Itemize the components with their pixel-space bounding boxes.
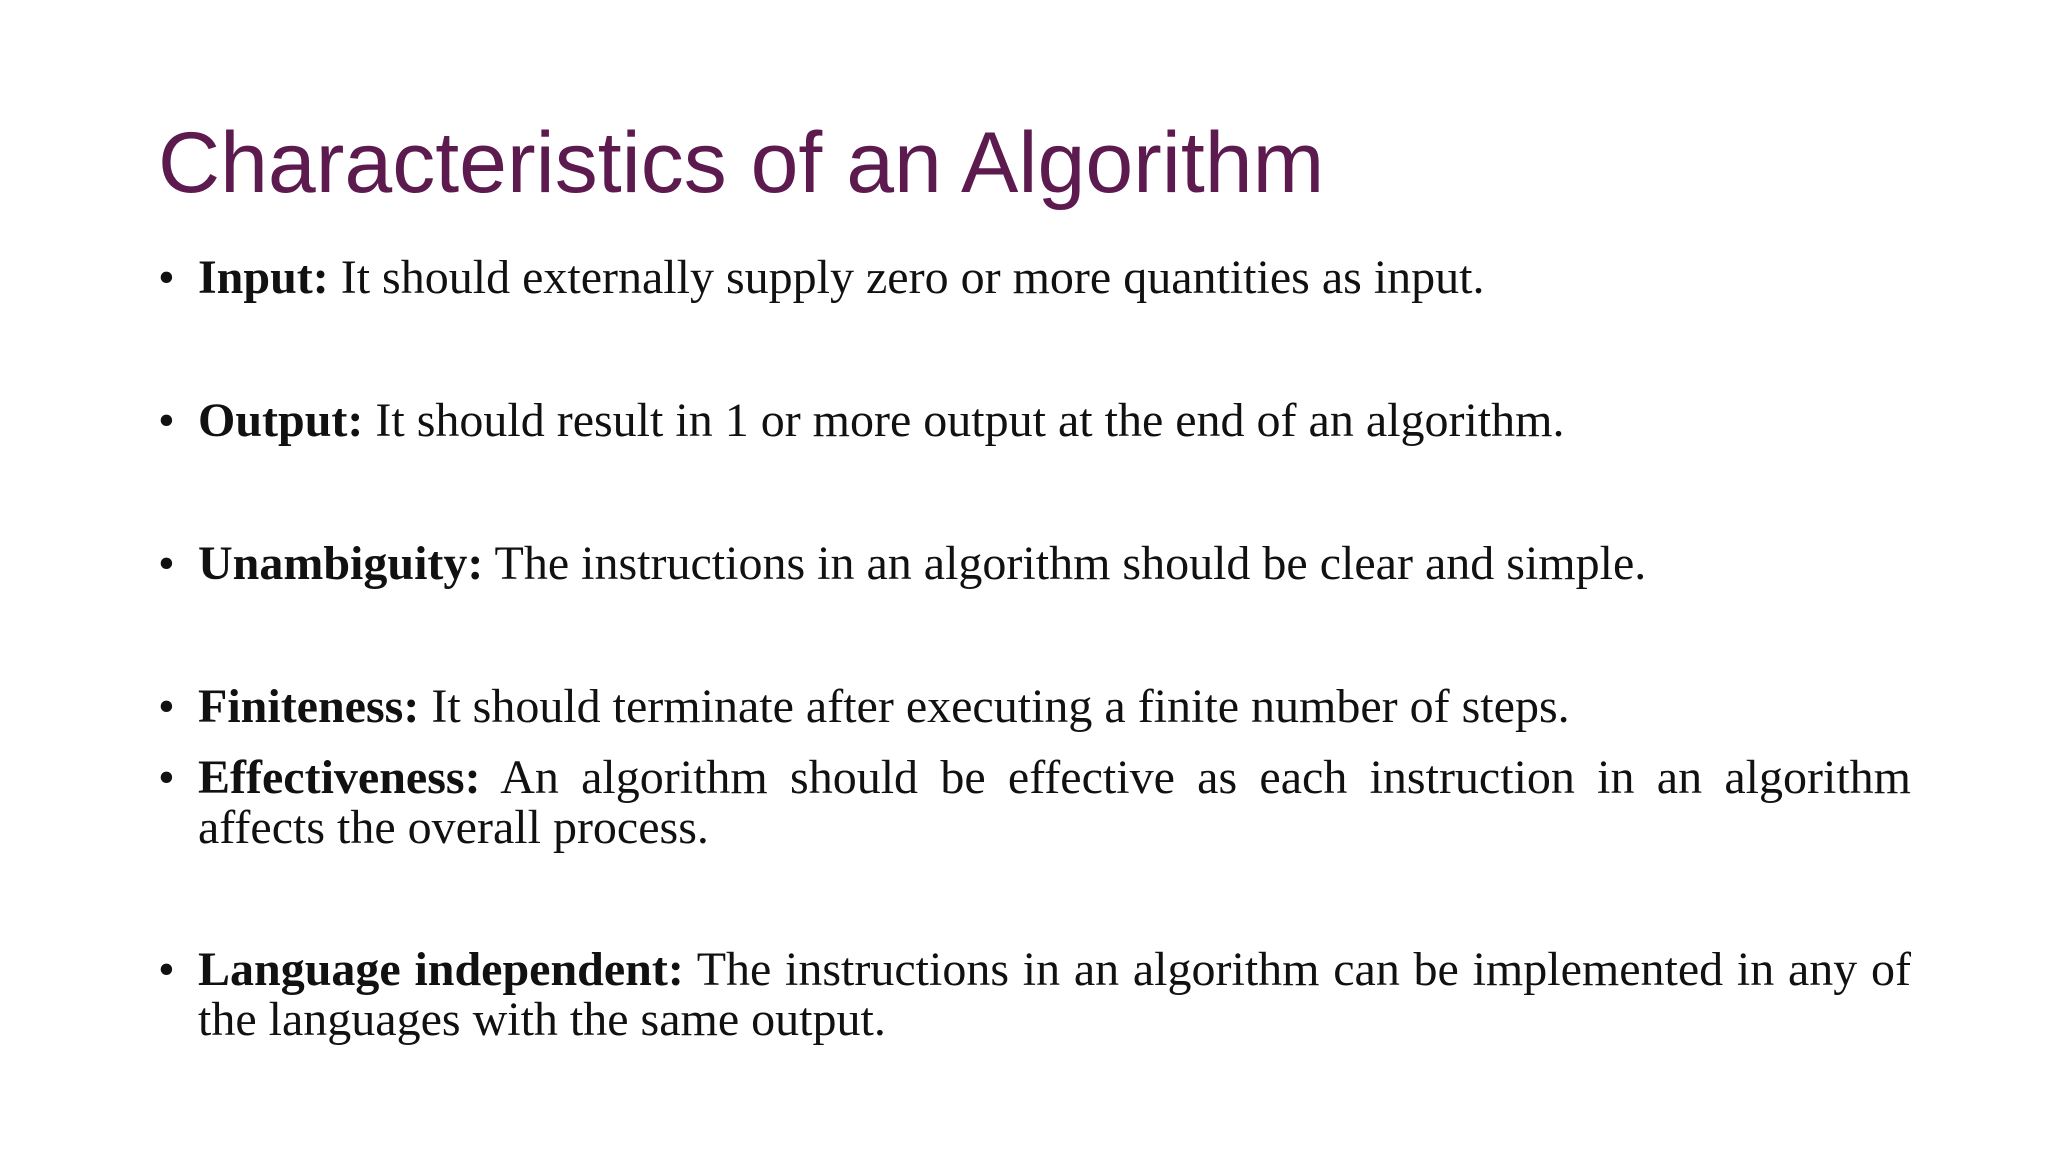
bullet-marker: •: [158, 251, 175, 304]
bullet-text: [198, 945, 1911, 1045]
bullet-description: The instructions in an algorithm should be clear and simple.: [494, 537, 1647, 590]
bullet-marker: •: [158, 943, 175, 996]
slide-title: Characteristics of an Algorithm: [158, 115, 1325, 211]
bullet-text: [198, 753, 1911, 853]
bullet-text: [198, 682, 1911, 732]
bullet-term: Input:: [198, 251, 329, 304]
bullet-term: Language independent:: [198, 943, 684, 996]
bullet-marker: •: [158, 394, 175, 447]
bullet-marker: •: [158, 680, 175, 733]
bullet-text: [198, 539, 1911, 589]
bullet-item-unambiguity: [158, 539, 1911, 589]
bullet-term: Unambiguity:: [198, 537, 484, 590]
bullet-term: Finiteness:: [198, 680, 420, 733]
bullet-item-output: [158, 396, 1911, 446]
bullet-item-input: [158, 253, 1911, 303]
bullet-description: It should result in 1 or more output at the end of an algorithm.: [375, 394, 1565, 447]
bullet-description: It should terminate after executing a finite number of steps.: [431, 680, 1570, 733]
bullet-description: An algorithm should be effective as each instruction in an algorithm affects the overall process.: [198, 751, 1911, 854]
bullet-marker: •: [158, 537, 175, 590]
bullet-text: [198, 253, 1911, 303]
bullet-item-finiteness: [158, 682, 1911, 732]
bullet-item-language-independent: [158, 945, 1911, 1045]
bullet-text: [198, 396, 1911, 446]
bullet-item-effectiveness: [158, 753, 1911, 853]
bullet-marker: •: [158, 751, 175, 804]
bullet-term: Effectiveness:: [198, 751, 481, 804]
bullet-description: The instructions in an algorithm can be implemented in any of the languages with the same output.: [198, 943, 1911, 1046]
bullet-term: Output:: [198, 394, 364, 447]
bullet-description: It should externally supply zero or more quantities as input.: [340, 251, 1485, 304]
